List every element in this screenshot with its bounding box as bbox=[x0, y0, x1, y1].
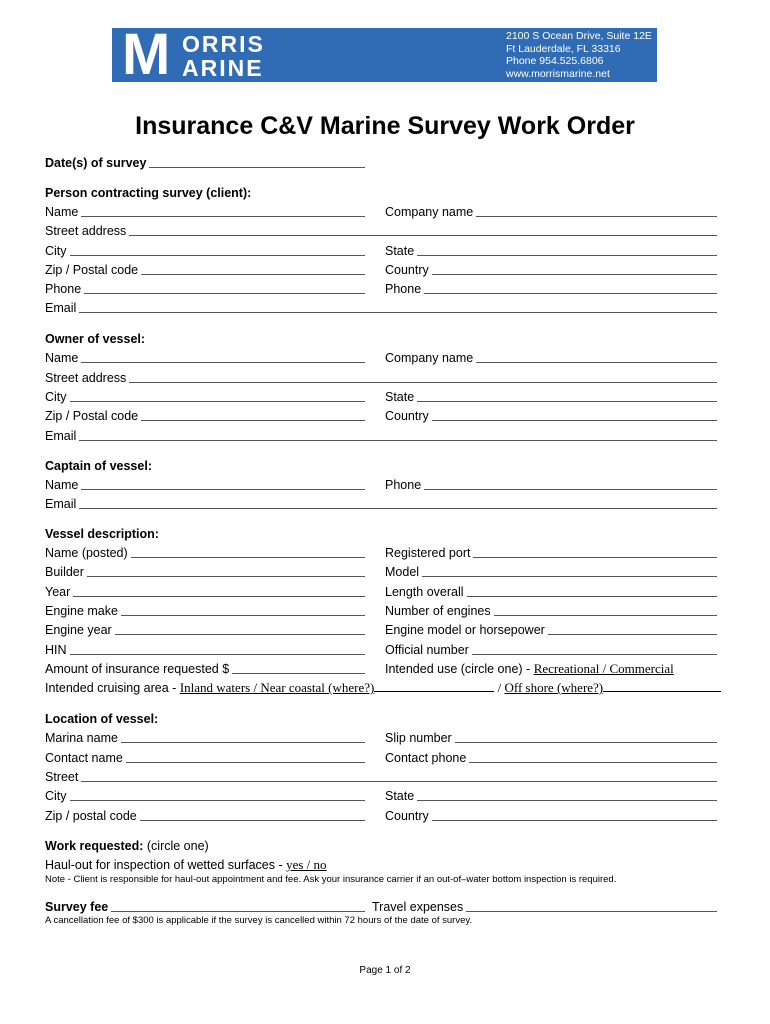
input-line[interactable] bbox=[129, 371, 717, 383]
company-address bbox=[506, 30, 652, 80]
engine-year-field[interactable] bbox=[45, 622, 365, 638]
input-line[interactable] bbox=[115, 623, 365, 635]
logo-monogram: M bbox=[122, 22, 169, 87]
input-line[interactable] bbox=[417, 244, 717, 256]
location-state-field[interactable] bbox=[385, 788, 717, 804]
input-line[interactable] bbox=[548, 623, 717, 635]
client-phone-field[interactable] bbox=[45, 281, 365, 297]
dates-of-survey-field[interactable] bbox=[45, 155, 365, 171]
number-of-engines-field[interactable] bbox=[385, 603, 717, 619]
section-heading-client: Person contracting survey (client): bbox=[45, 186, 252, 200]
website-line: www.morrismarine.net bbox=[506, 67, 610, 80]
field-label: City bbox=[45, 789, 67, 803]
field-label: Haul-out for inspection of wetted surfaces - bbox=[45, 858, 287, 872]
page-title: Insurance C&V Marine Survey Work Order bbox=[135, 112, 635, 140]
field-label: Name bbox=[45, 351, 79, 365]
input-line[interactable] bbox=[81, 205, 365, 217]
owner-zip-field[interactable] bbox=[45, 408, 365, 424]
input-line[interactable] bbox=[81, 770, 717, 782]
input-line[interactable] bbox=[79, 497, 717, 509]
field-label: HIN bbox=[45, 643, 67, 657]
field-label: Name bbox=[45, 205, 79, 219]
input-line[interactable] bbox=[472, 643, 717, 655]
address-line: Ft Lauderdale, FL 33316 bbox=[506, 42, 621, 55]
field-label: Date(s) of survey bbox=[45, 156, 147, 170]
cancellation-note: A cancellation fee of $300 is applicable if the survey is cancelled within 72 hours of the date of survey. bbox=[45, 915, 473, 926]
input-line[interactable] bbox=[121, 604, 365, 616]
input-line[interactable] bbox=[141, 409, 365, 421]
cruising-separator: / bbox=[494, 680, 505, 695]
logo-word-top: ORRIS bbox=[182, 31, 265, 57]
intended-use-options[interactable]: Recreational / Commercial bbox=[533, 661, 674, 676]
field-label: Registered port bbox=[385, 546, 471, 560]
input-line[interactable] bbox=[70, 244, 365, 256]
field-label: Survey fee bbox=[45, 900, 109, 914]
owner-country-field[interactable] bbox=[385, 408, 717, 424]
input-line[interactable] bbox=[149, 156, 365, 168]
field-label: Country bbox=[385, 263, 429, 277]
field-label: Contact name bbox=[45, 751, 123, 765]
address-line: 2100 S Ocean Drive, Suite 12E bbox=[506, 30, 652, 42]
owner-city-field[interactable] bbox=[45, 389, 365, 405]
input-line[interactable] bbox=[121, 731, 365, 743]
field-label: Amount of insurance requested $ bbox=[45, 662, 230, 676]
heading-suffix: (circle one) bbox=[143, 839, 209, 853]
field-label: State bbox=[385, 789, 415, 803]
cruising-area-field bbox=[45, 680, 721, 696]
field-label: Marina name bbox=[45, 731, 118, 745]
haulout-note: Note - Client is responsible for haul-out appointment and fee. Ask your insurance carrier if an out-of–water bottom inspection is required. bbox=[45, 874, 617, 885]
intended-use-field bbox=[385, 661, 674, 677]
section-heading-owner: Owner of vessel: bbox=[45, 332, 146, 346]
input-line[interactable] bbox=[111, 900, 365, 912]
input-line[interactable] bbox=[473, 546, 717, 558]
field-label: Contact phone bbox=[385, 751, 467, 765]
owner-email-field[interactable] bbox=[45, 428, 717, 444]
field-label: Engine make bbox=[45, 604, 118, 618]
vessel-name-field[interactable] bbox=[45, 545, 365, 561]
field-label: Travel expenses bbox=[372, 900, 464, 914]
engine-make-field[interactable] bbox=[45, 603, 365, 619]
input-line[interactable] bbox=[603, 681, 721, 692]
cruising-option-offshore[interactable]: Off shore (where?) bbox=[504, 680, 604, 695]
input-line[interactable] bbox=[87, 565, 365, 577]
client-email-field[interactable] bbox=[45, 300, 717, 316]
field-label: Phone bbox=[45, 282, 82, 296]
field-label: State bbox=[385, 244, 415, 258]
section-heading-work: Work requested: bbox=[45, 839, 144, 853]
input-line[interactable] bbox=[417, 789, 717, 801]
marina-name-field[interactable] bbox=[45, 730, 365, 746]
client-street-field[interactable] bbox=[45, 223, 717, 239]
input-line[interactable] bbox=[73, 585, 365, 597]
field-label: Company name bbox=[385, 351, 474, 365]
input-line[interactable] bbox=[81, 478, 365, 490]
location-zip-field[interactable] bbox=[45, 808, 365, 824]
input-line[interactable] bbox=[432, 409, 717, 421]
client-name-field[interactable] bbox=[45, 204, 365, 220]
field-label: Street address bbox=[45, 371, 127, 385]
survey-fee-field[interactable] bbox=[45, 899, 365, 915]
field-label: Year bbox=[45, 585, 71, 599]
input-line[interactable] bbox=[141, 263, 365, 275]
input-line[interactable] bbox=[131, 546, 365, 558]
input-line[interactable] bbox=[417, 390, 717, 402]
captain-name-field[interactable] bbox=[45, 477, 365, 493]
field-label: Slip number bbox=[385, 731, 452, 745]
input-line[interactable] bbox=[79, 429, 717, 441]
field-label: Email bbox=[45, 497, 77, 511]
input-line[interactable] bbox=[467, 585, 717, 597]
field-label: Country bbox=[385, 409, 429, 423]
field-label: Company name bbox=[385, 205, 474, 219]
engine-model-field[interactable] bbox=[385, 622, 717, 638]
year-field[interactable] bbox=[45, 584, 365, 600]
field-label: Phone bbox=[385, 478, 422, 492]
field-label: Builder bbox=[45, 565, 84, 579]
client-company-field[interactable] bbox=[385, 204, 717, 220]
location-city-field[interactable] bbox=[45, 788, 365, 804]
field-label: Engine year bbox=[45, 623, 112, 637]
section-heading-captain: Captain of vessel: bbox=[45, 459, 152, 473]
field-label: Zip / Postal code bbox=[45, 409, 139, 423]
location-country-field[interactable] bbox=[385, 808, 717, 824]
field-label: Intended use (circle one) - bbox=[385, 662, 534, 676]
field-label: State bbox=[385, 390, 415, 404]
haulout-field bbox=[45, 857, 327, 873]
input-line[interactable] bbox=[70, 390, 365, 402]
field-label: Country bbox=[385, 809, 429, 823]
input-line[interactable] bbox=[432, 809, 717, 821]
client-city-field[interactable] bbox=[45, 243, 365, 259]
captain-email-field[interactable] bbox=[45, 496, 717, 512]
field-label: Email bbox=[45, 429, 77, 443]
length-overall-field[interactable] bbox=[385, 584, 717, 600]
input-line[interactable] bbox=[494, 604, 717, 616]
field-label: Street bbox=[45, 770, 79, 784]
official-number-field[interactable] bbox=[385, 642, 717, 658]
captain-phone-field[interactable] bbox=[385, 477, 717, 493]
owner-company-field[interactable] bbox=[385, 350, 717, 366]
owner-name-field[interactable] bbox=[45, 350, 365, 366]
field-label: Email bbox=[45, 301, 77, 315]
logo-word-bottom: ARINE bbox=[182, 55, 264, 81]
insurance-amount-field[interactable] bbox=[45, 661, 365, 677]
section-heading-location: Location of vessel: bbox=[45, 712, 159, 726]
input-line[interactable] bbox=[70, 643, 365, 655]
input-line[interactable] bbox=[79, 301, 717, 313]
contact-phone-field[interactable] bbox=[385, 750, 717, 766]
input-line[interactable] bbox=[466, 900, 717, 912]
input-line[interactable] bbox=[126, 751, 365, 763]
model-field[interactable] bbox=[385, 564, 717, 580]
owner-state-field[interactable] bbox=[385, 389, 717, 405]
client-phone2-field[interactable] bbox=[385, 281, 717, 297]
input-line[interactable] bbox=[476, 351, 717, 363]
field-label: Name bbox=[45, 478, 79, 492]
field-label: Name (posted) bbox=[45, 546, 128, 560]
input-line[interactable] bbox=[424, 282, 717, 294]
cruising-option-inland[interactable]: Inland waters / Near coastal (where?) bbox=[179, 680, 375, 695]
input-line[interactable] bbox=[84, 282, 365, 294]
builder-field[interactable] bbox=[45, 564, 365, 580]
field-label: Official number bbox=[385, 643, 469, 657]
field-label: Zip / postal code bbox=[45, 809, 137, 823]
input-line[interactable] bbox=[469, 751, 717, 763]
field-label: Zip / Postal code bbox=[45, 263, 139, 277]
input-line[interactable] bbox=[455, 731, 717, 743]
phone-line: Phone 954.525.6806 bbox=[506, 55, 604, 67]
field-label: Number of engines bbox=[385, 604, 491, 618]
registered-port-field[interactable] bbox=[385, 545, 717, 561]
haulout-options[interactable]: yes / no bbox=[286, 857, 327, 872]
section-heading-vessel: Vessel description: bbox=[45, 527, 159, 541]
input-line[interactable] bbox=[129, 224, 717, 236]
input-line[interactable] bbox=[476, 205, 717, 217]
client-country-field[interactable] bbox=[385, 262, 717, 278]
page-number: Page 1 of 2 bbox=[359, 965, 411, 976]
client-zip-field[interactable] bbox=[45, 262, 365, 278]
hin-field[interactable] bbox=[45, 642, 365, 658]
field-label: Intended cruising area - bbox=[45, 681, 180, 695]
input-line[interactable] bbox=[424, 478, 717, 490]
field-label: City bbox=[45, 244, 67, 258]
contact-name-field[interactable] bbox=[45, 750, 365, 766]
input-line[interactable] bbox=[81, 351, 365, 363]
field-label: City bbox=[45, 390, 67, 404]
owner-street-field[interactable] bbox=[45, 370, 717, 386]
location-street-field[interactable] bbox=[45, 769, 717, 785]
field-label: Phone bbox=[385, 282, 422, 296]
field-label: Model bbox=[385, 565, 420, 579]
input-line[interactable] bbox=[232, 662, 365, 674]
input-line[interactable] bbox=[70, 789, 365, 801]
input-line[interactable] bbox=[374, 681, 494, 692]
field-label: Length overall bbox=[385, 585, 464, 599]
input-line[interactable] bbox=[422, 565, 717, 577]
work-requested-heading bbox=[45, 838, 209, 854]
client-state-field[interactable] bbox=[385, 243, 717, 259]
field-label: Engine model or horsepower bbox=[385, 623, 545, 637]
field-label: Street address bbox=[45, 224, 127, 238]
slip-number-field[interactable] bbox=[385, 730, 717, 746]
company-logo-banner bbox=[112, 22, 657, 87]
travel-expenses-field[interactable] bbox=[372, 899, 717, 915]
input-line[interactable] bbox=[432, 263, 717, 275]
input-line[interactable] bbox=[140, 809, 365, 821]
